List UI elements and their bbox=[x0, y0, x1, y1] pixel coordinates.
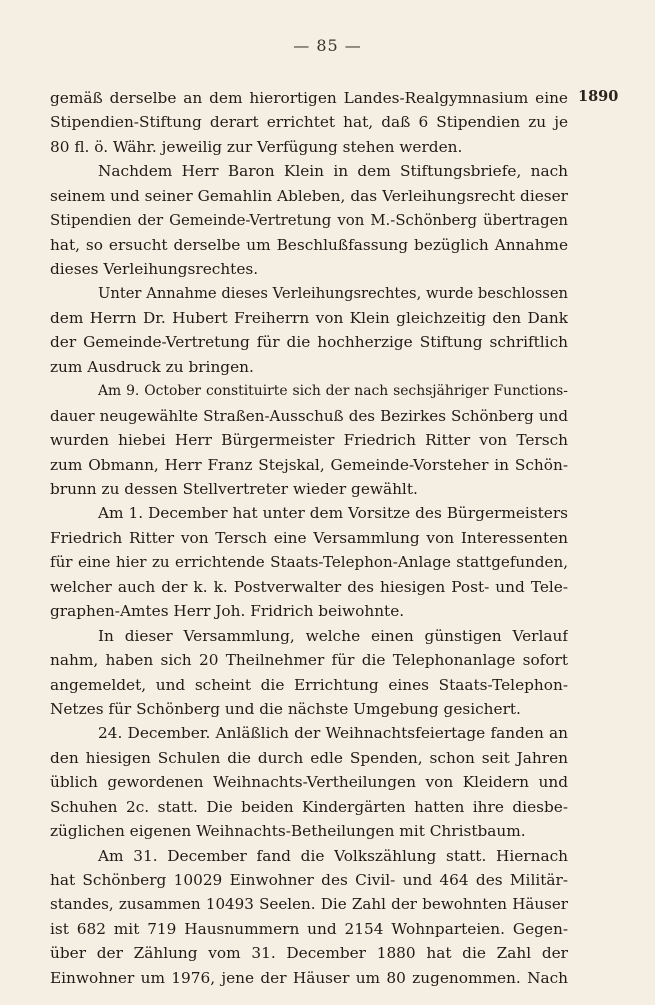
text-line: brunn zu dessen Stellvertreter wieder gewählt. bbox=[50, 480, 418, 498]
text-line: den hiesigen Schulen die durch edle Spenden, schon seit Jahren bbox=[50, 748, 568, 767]
text-line: für eine hier zu errichtende Staats-Telephon-Anlage stattgefunden, bbox=[50, 553, 568, 572]
text-line: graphen-Amtes Herr Joh. Fridrich beiwohnte. bbox=[50, 602, 405, 621]
body-text bbox=[50, 86, 568, 990]
text-line: nahm, haben sich 20 Theilnehmer für die Telephonanlage sofort bbox=[50, 651, 568, 670]
text-line: Am 9. October constituirte sich der nach sechsjähriger Functions- bbox=[98, 383, 568, 400]
text-line: zum Obmann, Herr Franz Stejskal, Gemeinde-Vorsteher in Schön- bbox=[50, 455, 568, 474]
text-line: 24. December. Anläßlich der Weihnachtsfeiertage fanden an bbox=[98, 724, 568, 743]
text-line: Stipendien der Gemeinde-Vertretung von M.-Schönberg übertragen bbox=[50, 211, 568, 230]
text-line: Netzes für Schönberg und die nächste Umgebung gesichert. bbox=[50, 699, 521, 718]
text-line: seinem und seiner Gemahlin Ableben, das Verleihungsrecht dieser bbox=[50, 186, 568, 205]
text-line: Am 31. December fand die Volkszählung statt. Hiernach bbox=[98, 846, 568, 865]
text-line: Unter Annahme dieses Verleihungsrechtes, wurde beschlossen bbox=[98, 284, 568, 302]
text-line: ist 682 mit 719 Hausnummern und 2154 Wohnparteien. Gegen- bbox=[50, 919, 568, 938]
text-line: Einwohner um 1976, jene der Häuser um 80 zugenommen. Nach bbox=[50, 968, 568, 987]
text-line: züglichen eigenen Weihnachts-Betheilungen mit Christbaum. bbox=[50, 822, 526, 841]
text-line: In dieser Versammlung, welche einen günstigen Verlauf bbox=[98, 626, 568, 645]
text-line: Stipendien-Stiftung derart errichtet hat, daß 6 Stipendien zu je bbox=[50, 113, 568, 132]
text-line: dieses Verleihungsrechtes. bbox=[50, 260, 259, 279]
text-line: dem Herrn Dr. Hubert Freiherrn von Klein gleichzeitig den Dank bbox=[50, 308, 568, 327]
text-line: angemeldet, und scheint die Errichtung eines Staats-Telephon- bbox=[50, 675, 568, 694]
margin-year-note: 1890 bbox=[578, 88, 619, 105]
text-line: Friedrich Ritter von Tersch eine Versammlung von Interessenten bbox=[50, 528, 568, 547]
text-line: 80 fl. ö. Währ. jeweilig zur Verfügung stehen werden. bbox=[50, 137, 463, 156]
text-line: Schuhen 2c. statt. Die beiden Kindergärten hatten ihre diesbe- bbox=[50, 797, 568, 816]
text-line: wurden hiebei Herr Bürgermeister Friedrich Ritter von Tersch bbox=[50, 431, 568, 450]
text-line: hat Schönberg 10029 Einwohner des Civil- und 464 des Militär- bbox=[50, 871, 568, 889]
text-line: gemäß derselbe an dem hierortigen Landes-Realgymnasium eine bbox=[50, 89, 568, 107]
text-line: über der Zählung vom 31. December 1880 hat die Zahl der bbox=[50, 944, 568, 963]
text-line: Nachdem Herr Baron Klein in dem Stiftungsbriefe, nach bbox=[98, 162, 568, 181]
text-line: standes, zusammen 10493 Seelen. Die Zahl der bewohnten Häuser bbox=[50, 895, 568, 914]
text-line: üblich gewordenen Weihnachts-Vertheilungen von Kleidern und bbox=[50, 773, 568, 792]
text-line: der Gemeinde-Vertretung für die hochherzige Stiftung schriftlich bbox=[50, 333, 568, 352]
text-line: zum Ausdruck zu bringen. bbox=[50, 357, 254, 376]
text-line: Am 1. December hat unter dem Vorsitze des Bürgermeisters bbox=[98, 504, 568, 523]
text-line: dauer neugewählte Straßen-Ausschuß des Bezirkes Schönberg und bbox=[50, 406, 568, 425]
text-line: welcher auch der k. k. Postverwalter des hiesigen Post- und Tele- bbox=[50, 577, 568, 596]
page-number: — 85 — bbox=[293, 36, 362, 55]
text-line: hat, so ersucht derselbe um Beschlußfassung bezüglich Annahme bbox=[50, 235, 568, 254]
